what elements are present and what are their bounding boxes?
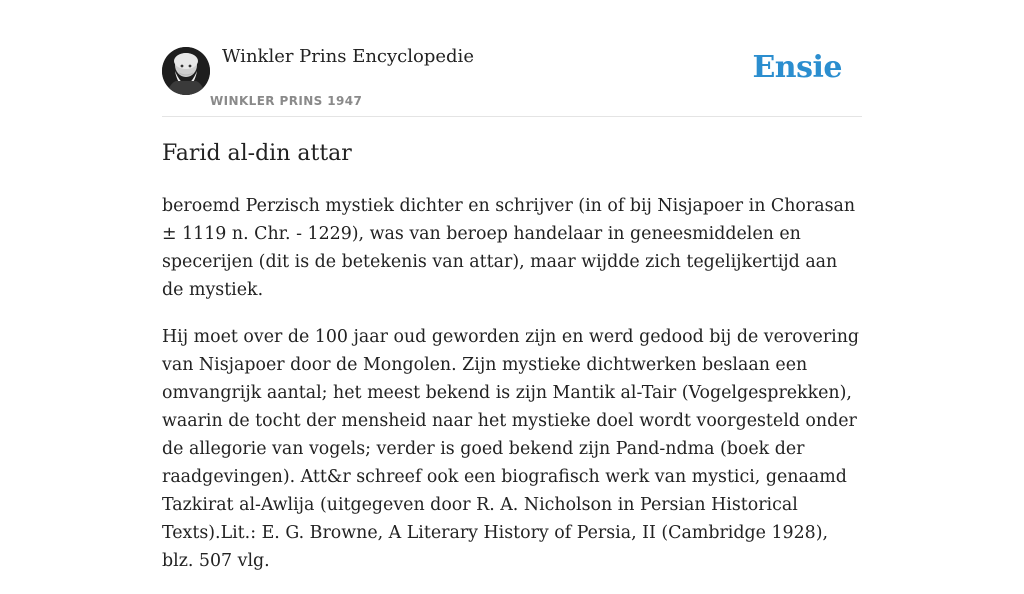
source-edition-label: WINKLER PRINS 1947 — [210, 94, 363, 108]
article-title: Farid al-din attar — [162, 141, 352, 166]
article-body — [162, 192, 864, 594]
source-title[interactable]: Winkler Prins Encyclopedie — [222, 46, 474, 67]
ensie-logo[interactable]: Ensie — [752, 50, 842, 85]
portrait-icon — [162, 47, 210, 95]
source-header — [162, 0, 862, 117]
article-page — [162, 0, 862, 571]
article-paragraph-1: beroemd Perzisch mystiek dichter en schrijver (in of bij Nisjapoer in Chorasan ± 1119 n. Chr. - 1229), was van beroep handelaar in geneesmiddelen en specerijen (dit is de betekenis van attar), maar wijdde zich tegelijkertijd aan de mystiek. — [162, 196, 856, 300]
article-paragraph-2: Hij moet over de 100 jaar oud geworden zijn en werd gedood bij de verovering van Nisjapoer door de Mongolen. Zijn mystieke dichtwerken beslaan een omvangrijk aantal; het meest bekend is zijn Mantik al-Tair (Vogelgesprekken), waarin de tocht der mensheid naar het mystieke doel wordt voorgesteld onder de allegorie van vogels; verder is goed bekend zijn Pand-ndma (boek der raadgevingen). Att&r schreef ook een biografisch werk van mystici, genaamd Tazkirat al-Awlija (uitgegeven door R. A. Nicholson in Persian Historical Texts).Lit.: E. G. Browne, A Literary History of Persia, II (Cambridge 1928), blz. 507 vlg. — [162, 327, 860, 571]
source-avatar[interactable] — [162, 47, 210, 95]
